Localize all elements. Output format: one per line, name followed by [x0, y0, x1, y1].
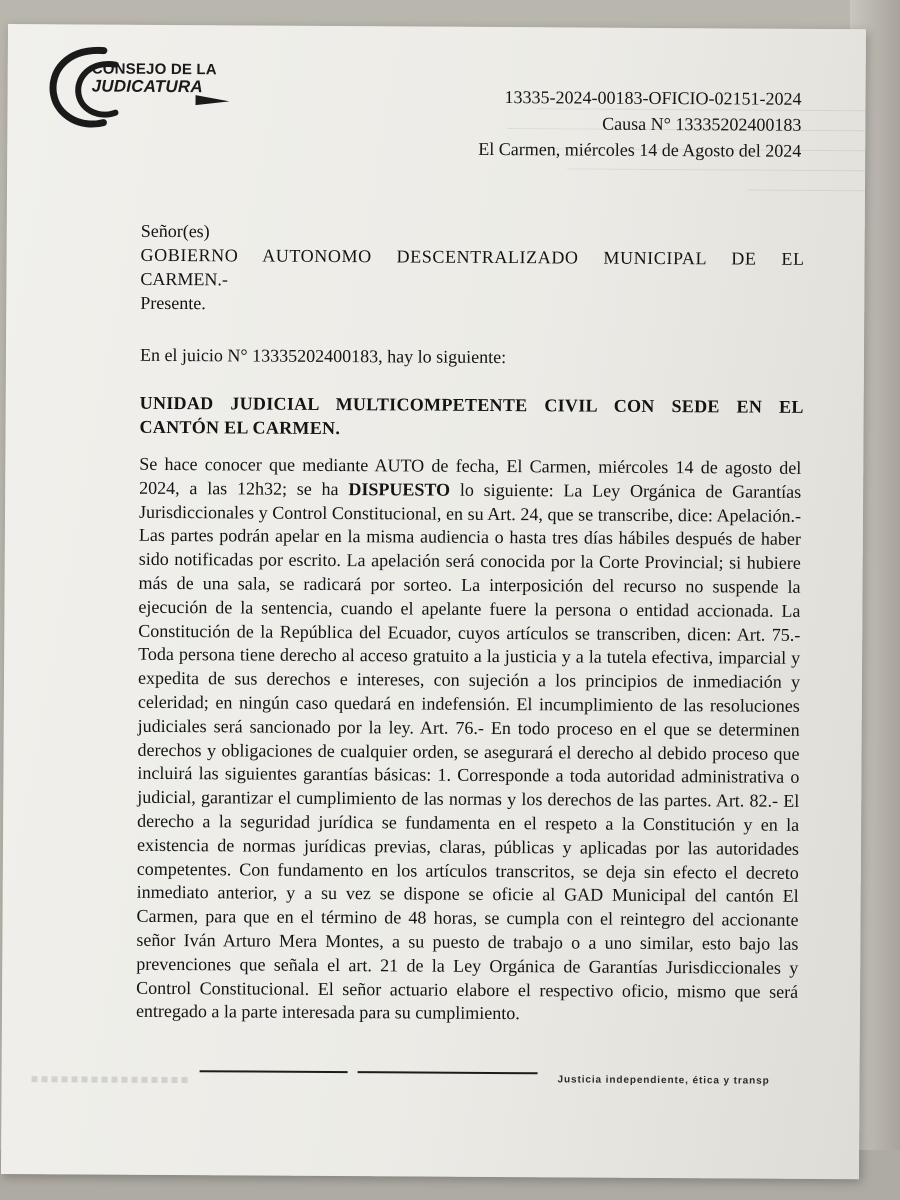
- body-paragraph: [136, 453, 801, 1028]
- recipient-name-line-2: CARMEN.-: [140, 268, 229, 290]
- oficio-number: 13335-2024-00183-OFICIO-02151-2024: [504, 87, 802, 109]
- consejo-judicatura-logo: [45, 42, 236, 133]
- footer-rule-2: [358, 1071, 538, 1074]
- body-part-1: Se hace conocer que mediante AUTO de fecha, El Carmen, miércoles 14 de agosto del 2024, a las 12h32; se ha: [139, 453, 802, 499]
- footer-faint-text: [32, 1076, 192, 1083]
- footer-slogan: Justicia independiente, ética y transp: [557, 1074, 770, 1087]
- salutation: Señor(es): [140, 220, 210, 242]
- document-date: El Carmen, miércoles 14 de Agosto del 2024: [478, 138, 802, 161]
- body-bold-dispuesto: DISPUESTO: [348, 478, 451, 500]
- document-header: [478, 84, 801, 164]
- unidad-line-1: UNIDAD JUDICIAL MULTICOMPETENTE CIVIL CON SEDE EN EL: [139, 392, 804, 417]
- recipient-name-line-1: GOBIERNO AUTONOMO DESCENTRALIZADO MUNICIPAL DE EL: [140, 244, 805, 269]
- recipient-block: [140, 219, 805, 319]
- juicio-line: En el juicio N° 13335202400183, hay lo siguiente:: [139, 344, 507, 368]
- document-page: [1, 24, 866, 1179]
- body-part-2: lo siguiente: La Ley Orgánica de Garantías Jurisdiccionales y Control Constitucional, en su Art. 24, que se transcribe, dice: Apelación.- Las partes podrán apelar en la misma audiencia o hasta tres días hábiles después de haber sido notificadas por escrito. La apelación será conocida por la Corte Provincial; si hubiere más de una sala, se radicará por sorteo. La interposición del recurso no suspende la ejecución de la sentencia, cuando el apelante fuere la persona o entidad accionada. La Constitución de la República del Ecuador, cuyos artículos se transcriben, dicen: Art. 75.- Toda persona tiene derecho al acceso gratuito a la justicia y a la tutela efectiva, imparcial y expedita de sus derechos e intereses, con sujeción a los principios de inmediación y celeridad; en ningún caso quedará en indefensión. El incumplimiento de las resoluciones judiciales será sancionado por la ley. Art. 76.- En todo proceso en el que se determinen derechos y obligaciones de cualquier orden, se asegurará el derecho al debido proceso que incluirá las siguientes garantías básicas: 1. Corresponde a toda autoridad administrativa o judicial, garantizar el cumplimiento de las normas y los derechos de las partes. Art. 82.- El derecho a la seguridad jurídica se fundamenta en el respeto a la Constitución y en la existencia de normas jurídicas previas, claras, públicas y aplicadas por las autoridades competentes. Con fundamento en los artículos transcritos, se deja sin efecto el decreto inmediato anterior, y a su vez se dispone se oficie al GAD Municipal del cantón El Carmen, para que en el término de 48 horas, se cumpla con el reintegro del accionante señor Iván Arturo Mera Montes, a su puesto de trabajo o a uno similar, esto bajo las prevenciones que señala el art. 21 de la Ley Orgánica de Garantías Jurisdiccionales y Control Constitucional. El señor actuario elabore el respectivo oficio, mismo que será entregado a la parte interesada para su cumplimiento.: [135, 479, 802, 1024]
- footer-rule-1: [200, 1070, 348, 1073]
- unidad-line-2: CANTÓN EL CARMEN.: [139, 416, 341, 439]
- logo-line-1: CONSEJO DE LA: [91, 60, 217, 79]
- logo-line-2: JUDICATURA: [91, 76, 203, 97]
- unidad-judicial-heading: [139, 391, 803, 443]
- presente: Presente.: [140, 292, 206, 314]
- causa-number: Causa N° 13335202400183: [602, 113, 802, 135]
